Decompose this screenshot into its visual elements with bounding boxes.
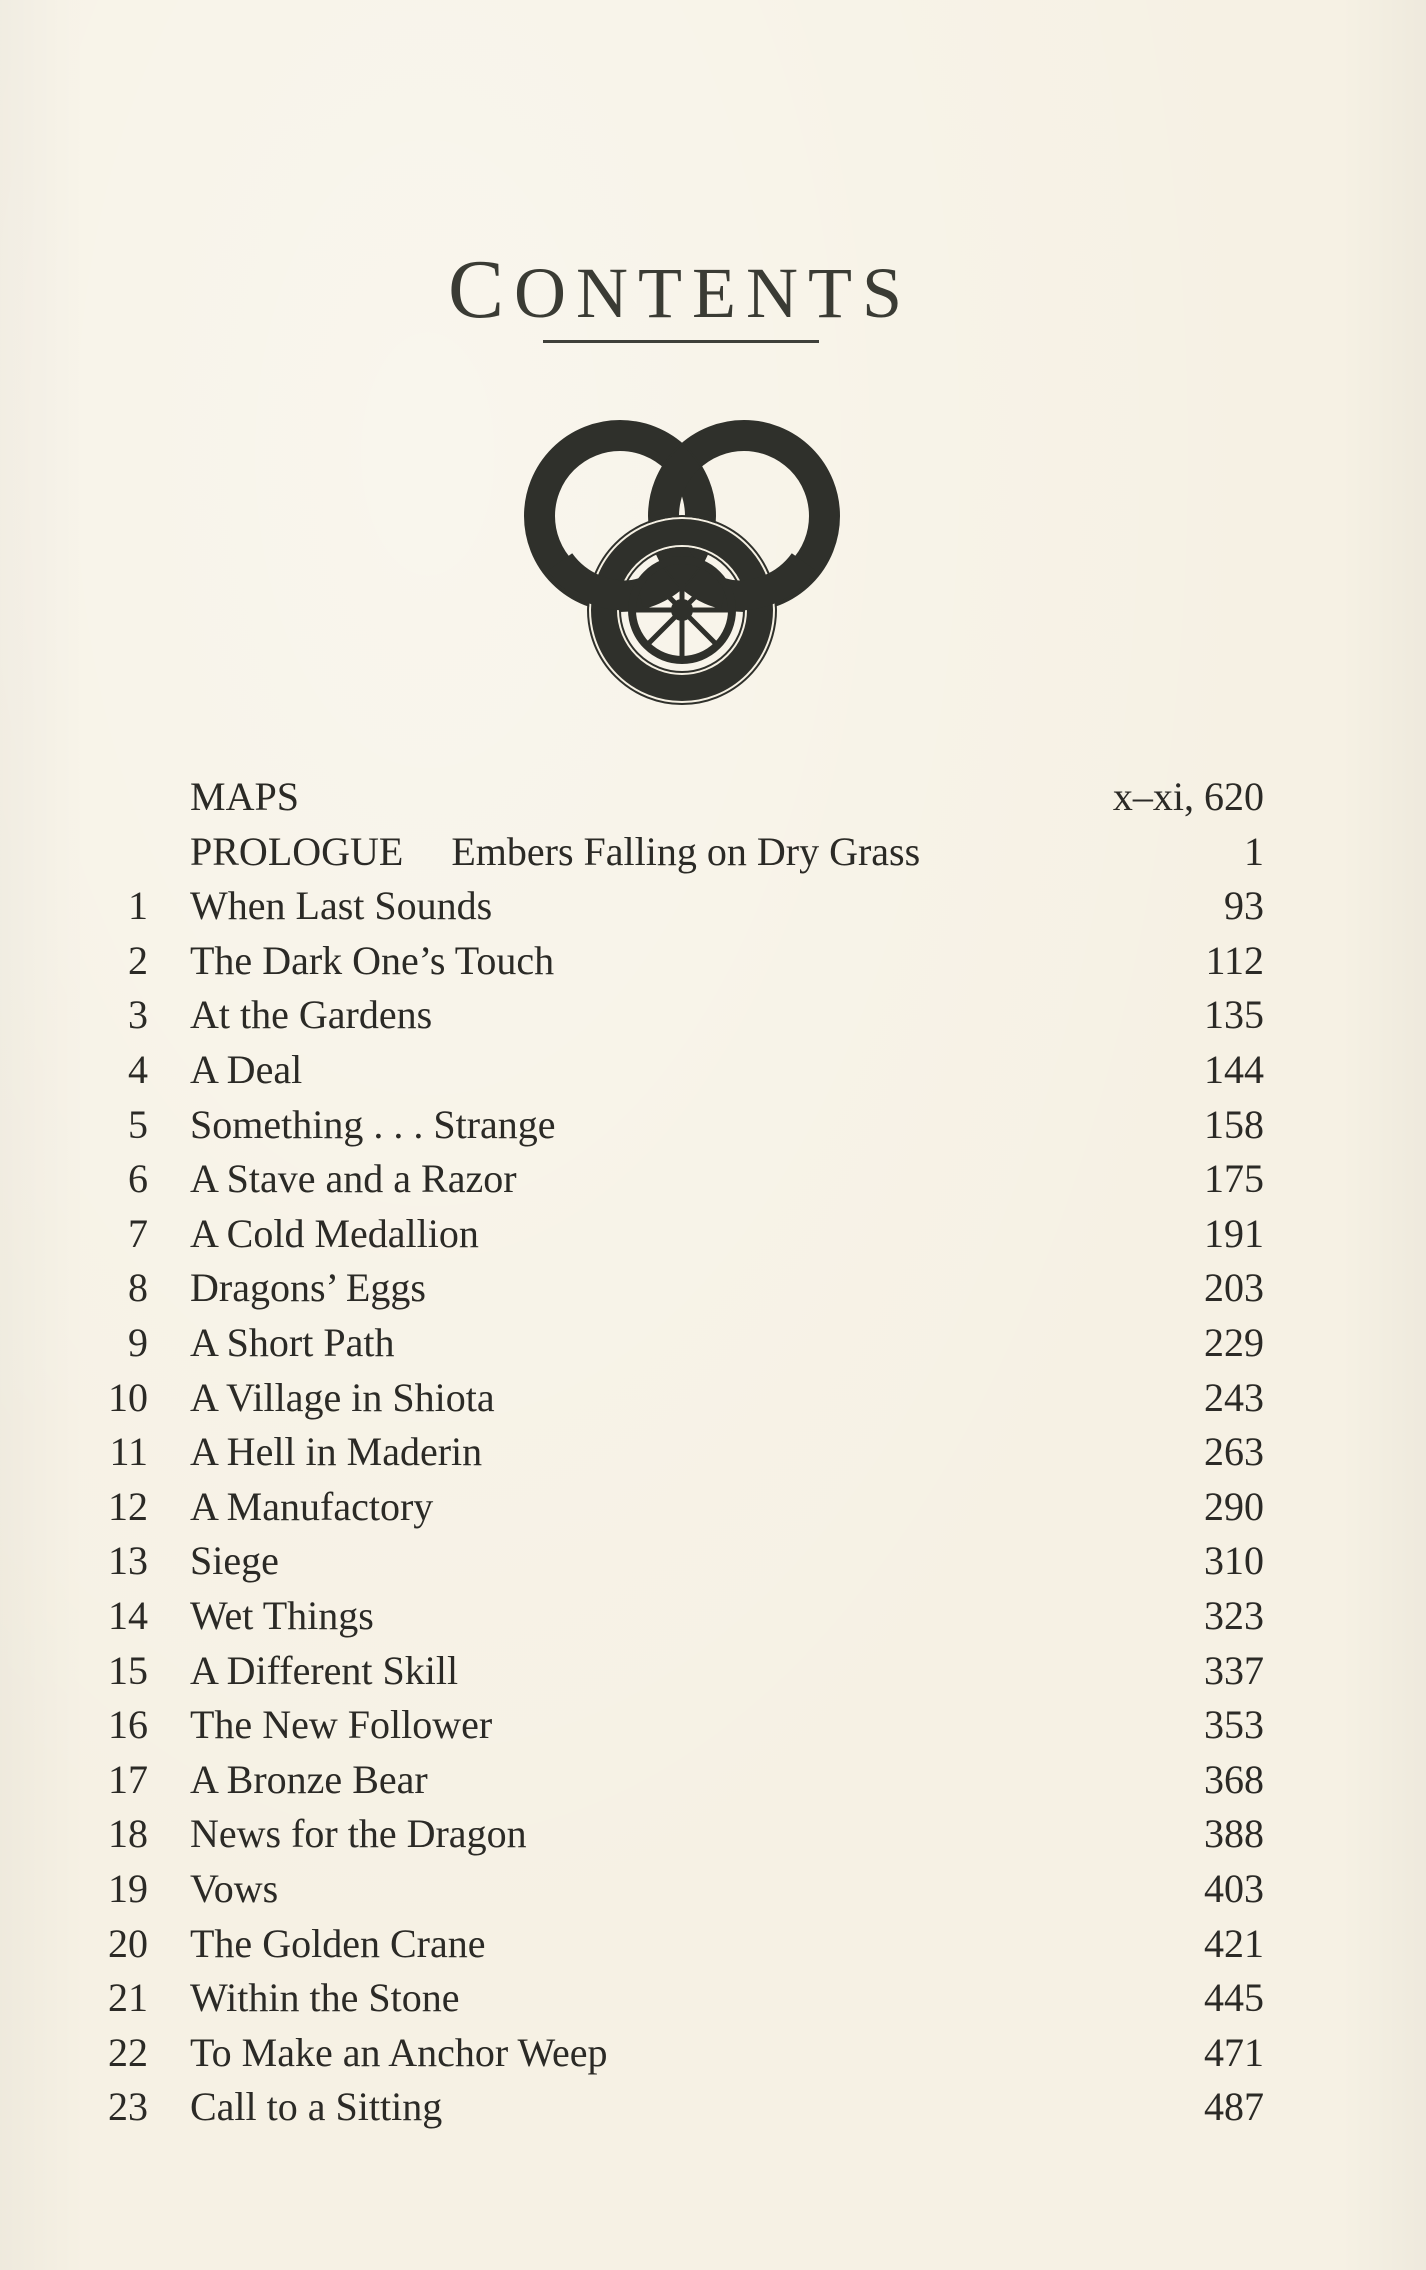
chapter-title	[190, 1316, 394, 1370]
page-number: 203	[1204, 1265, 1264, 1311]
chapter-number: 21	[108, 1975, 148, 2021]
chapter-title-text: A Short Path	[190, 1320, 395, 1365]
toc-entry	[0, 1316, 1426, 1370]
toc-entry	[0, 1971, 1426, 2025]
chapter-title	[190, 988, 432, 1042]
chapter-number: 14	[108, 1593, 148, 1638]
chapter-title	[190, 879, 492, 933]
page-number: 290	[1204, 1483, 1264, 1529]
chapter-title-text: The New Follower	[190, 1702, 493, 1748]
toc-entry	[0, 988, 1426, 1042]
chapter-title-text: At the Gardens	[190, 992, 433, 1038]
page-number: 337	[1204, 1647, 1264, 1693]
chapter-number: 20	[108, 1920, 148, 1966]
toc-entry	[0, 1043, 1426, 1097]
chapter-title	[190, 1917, 485, 1971]
page-number: 445	[1204, 1975, 1264, 2021]
chapter-number: 23	[108, 2084, 148, 2130]
chapter-number: 22	[108, 2029, 148, 2075]
toc-entry	[0, 1917, 1426, 1971]
toc-entry	[0, 1480, 1426, 1534]
chapter-title	[190, 1644, 458, 1698]
chapter-title-text: Wet Things	[190, 1593, 374, 1638]
chapter-title	[190, 1261, 426, 1315]
page-number: 158	[1204, 1101, 1264, 1147]
chapter-title-text: Siege	[190, 1538, 279, 1584]
chapter-number: 5	[128, 1101, 148, 1147]
chapter-title-text: When Last Sounds	[190, 883, 493, 929]
toc-entry	[0, 1698, 1426, 1752]
chapter-number: 16	[108, 1702, 148, 1748]
chapter-number: 10	[108, 1374, 148, 1420]
chapter-number: 8	[128, 1265, 148, 1311]
chapter-number: 15	[108, 1647, 148, 1693]
toc-entry	[0, 1862, 1426, 1916]
chapter-title	[190, 825, 920, 879]
chapter-title	[190, 770, 299, 824]
page-number: 1	[1244, 828, 1264, 874]
toc-entry	[0, 1534, 1426, 1588]
chapter-title-text: A Village in Shiota	[190, 1374, 495, 1420]
chapter-title	[190, 1753, 428, 1807]
chapter-title	[190, 934, 554, 988]
toc-entry	[0, 1371, 1426, 1425]
chapter-title-text: To Make an Anchor Weep	[190, 2029, 608, 2075]
chapter-number: 1	[128, 883, 148, 929]
page-number: 263	[1204, 1429, 1264, 1475]
page-number: 323	[1204, 1593, 1264, 1638]
toc-entry	[0, 1807, 1426, 1861]
chapter-number: 18	[108, 1811, 148, 1857]
page-number: 229	[1204, 1320, 1264, 1365]
toc-entry	[0, 1152, 1426, 1206]
title-rest: ONTENTS	[514, 253, 912, 333]
chapter-title	[190, 1152, 517, 1206]
chapter-title-text: Dragons’ Eggs	[190, 1265, 426, 1311]
toc-entry	[0, 934, 1426, 988]
chapter-title	[190, 1589, 374, 1643]
page-number: x–xi, 620	[1112, 774, 1264, 819]
page-number: 388	[1204, 1811, 1264, 1857]
chapter-title-text: The Golden Crane	[190, 1920, 486, 1966]
chapter-number: 19	[108, 1866, 148, 1911]
chapter-title-text: A Bronze Bear	[190, 1756, 428, 1802]
toc-entry	[0, 1098, 1426, 1152]
page-number: 112	[1205, 937, 1264, 983]
page-number: 144	[1204, 1047, 1264, 1092]
toc-entry	[0, 1425, 1426, 1479]
chapter-title-text: MAPS	[190, 774, 299, 819]
page-number: 403	[1204, 1866, 1264, 1911]
toc-entry	[0, 825, 1426, 879]
chapter-number: 17	[108, 1756, 148, 1802]
chapter-title	[190, 2080, 442, 2134]
chapter-number: 12	[108, 1483, 148, 1529]
chapter-title	[190, 1043, 302, 1097]
chapter-title-text: A Cold Medallion	[190, 1210, 479, 1256]
chapter-title	[190, 1425, 482, 1479]
chapter-title	[190, 1698, 492, 1752]
chapter-title-text: Within the Stone	[190, 1975, 460, 2021]
title-initial: C	[447, 243, 515, 336]
page-number: 368	[1204, 1756, 1264, 1802]
page-number: 487	[1204, 2084, 1264, 2130]
chapter-title	[190, 1207, 479, 1261]
chapter-title-text: A Deal	[190, 1047, 303, 1092]
chapter-title-text: A Different Skill	[190, 1647, 459, 1693]
page-number: 421	[1204, 1920, 1264, 1966]
page-number: 243	[1204, 1374, 1264, 1420]
toc-entry	[0, 1753, 1426, 1807]
chapter-title	[190, 1098, 556, 1152]
chapter-title	[190, 1971, 459, 2025]
chapter-number: 4	[128, 1047, 148, 1092]
chapter-title-text: Vows	[190, 1866, 279, 1911]
chapter-number: 9	[128, 1320, 148, 1365]
chapter-title-text: Something . . . Strange	[190, 1101, 556, 1147]
chapter-title	[190, 1480, 433, 1534]
toc-entry	[0, 879, 1426, 933]
chapter-title-text: A Stave and a Razor	[190, 1156, 517, 1202]
toc-entry	[0, 1589, 1426, 1643]
toc-entry	[0, 2080, 1426, 2134]
three-rings-wheel-icon	[512, 412, 852, 712]
chapter-title-text: Call to a Sitting	[190, 2084, 443, 2130]
chapter-title-text: A Hell in Maderin	[190, 1429, 483, 1475]
page-number: 471	[1204, 2029, 1264, 2075]
chapter-number: 6	[128, 1156, 148, 1202]
toc-entry	[0, 770, 1426, 824]
chapter-title	[190, 1371, 495, 1425]
title-underline	[543, 340, 819, 343]
toc-entry	[0, 1207, 1426, 1261]
chapter-number: 11	[109, 1429, 148, 1475]
toc-entry	[0, 1644, 1426, 1698]
chapter-number: 7	[128, 1210, 148, 1256]
page-title	[0, 243, 1360, 336]
page-number: 93	[1224, 883, 1264, 929]
toc-entry	[0, 2026, 1426, 2080]
page-number: 353	[1204, 1702, 1264, 1748]
chapter-title	[190, 1862, 278, 1916]
chapter-subtitle: Embers Falling on Dry Grass	[451, 828, 921, 874]
chapter-title-text: A Manufactory	[190, 1483, 434, 1529]
chapter-number: 2	[128, 937, 148, 983]
chapter-title	[190, 1534, 279, 1588]
chapter-number: 3	[128, 992, 148, 1038]
page-number: 175	[1204, 1156, 1264, 1202]
toc-entry	[0, 1261, 1426, 1315]
chapter-title	[190, 2026, 608, 2080]
chapter-title	[190, 1807, 527, 1861]
chapter-number: 13	[108, 1538, 148, 1584]
page-number: 191	[1204, 1210, 1264, 1256]
chapter-title-text: The Dark One’s Touch	[190, 937, 555, 983]
page-number: 135	[1204, 992, 1264, 1038]
chapter-title-text: News for the Dragon	[190, 1811, 527, 1857]
page-number: 310	[1204, 1538, 1264, 1584]
chapter-title-text: PROLOGUE	[190, 828, 404, 874]
